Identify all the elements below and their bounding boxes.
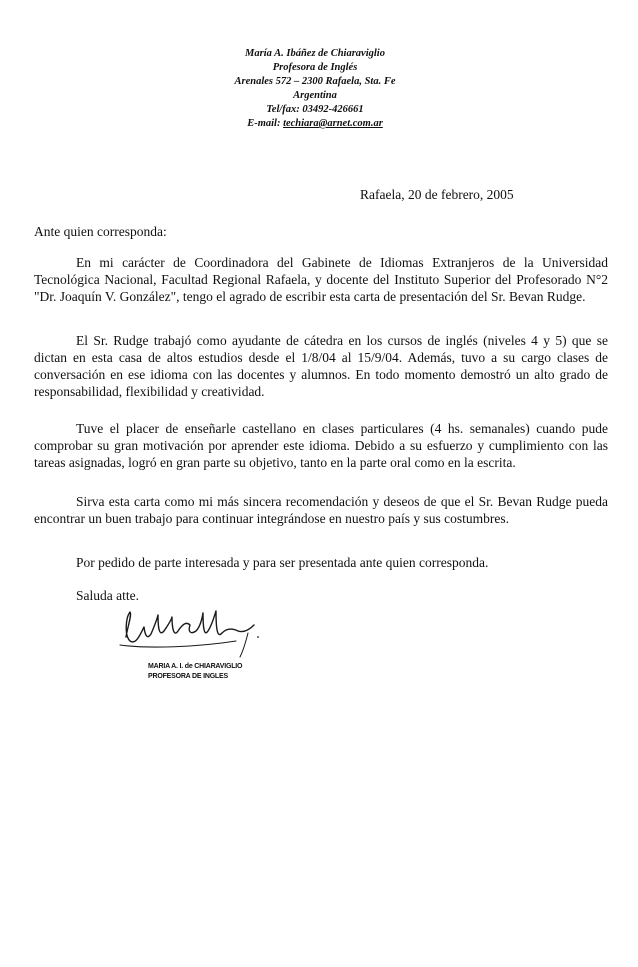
letterhead-country: Argentina xyxy=(293,90,337,101)
paragraph-spanish: Tuve el placer de enseñarle castellano en clases particulares (4 hs. semanales) cuando pude comprobar su gran motivación por aprender este idioma. Debido a su esfuerzo y cumplimiento con las tareas asignadas, logró en gran parte su objetivo, tanto en la parte oral como en la escrita. xyxy=(34,421,608,470)
closing: Saluda atte. xyxy=(76,588,139,603)
stamp-title: PROFESORA DE INGLES xyxy=(148,673,228,680)
paragraph-intro: En mi carácter de Coordinadora del Gabinete de Idiomas Extranjeros de la Universidad Tecnológica Nacional, Facultad Regional Rafaela, y docente del Instituto Superior del Profesorado N°2 "Dr. Joaquín V. González", tengo el agrado de escribir esta carta de presentación del Sr. Bevan Rudge. xyxy=(34,255,608,304)
letterhead-phone: Tel/fax: 03492-426661 xyxy=(266,104,364,115)
email-label: E-mail: xyxy=(247,118,281,129)
paragraph-recommendation: Sirva esta carta como mi más sincera recomendación y deseos de que el Sr. Bevan Rudge pueda encontrar un buen trabajo para continuar integrándose en nuestro país y sus costumbres. xyxy=(34,494,608,526)
letterhead-email-line xyxy=(150,117,480,131)
letter-date: Rafaela, 20 de febrero, 2005 xyxy=(360,187,514,202)
letterhead-name: María A. Ibáñez de Chiaraviglio xyxy=(245,48,385,59)
letterhead-title: Profesora de Inglés xyxy=(272,62,358,73)
paragraph-work: El Sr. Rudge trabajó como ayudante de cátedra en los cursos de inglés (niveles 4 y 5) que se dictan en esta casa de altos estudios desde el 1/8/04 al 15/9/04. Además, tuvo a su cargo clases de conversación en ese idioma con las docentes y alumnos. En todo momento demostró un alto grado de responsabilidad, flexibilidad y creatividad. xyxy=(34,333,608,399)
signature-stamp xyxy=(148,662,242,682)
salutation: Ante quien corresponda: xyxy=(34,224,167,239)
stamp-name: MARIA A. I. de CHIARAVIGLIO xyxy=(148,663,243,670)
email-link[interactable]: techiara@arnet.com.ar xyxy=(283,118,383,129)
handwritten-signature xyxy=(118,607,268,659)
letterhead xyxy=(150,47,480,131)
letterhead-address: Arenales 572 – 2300 Rafaela, Sta. Fe xyxy=(234,76,396,87)
paragraph-request: Por pedido de parte interesada y para ser presentada ante quien corresponda. xyxy=(76,555,489,570)
